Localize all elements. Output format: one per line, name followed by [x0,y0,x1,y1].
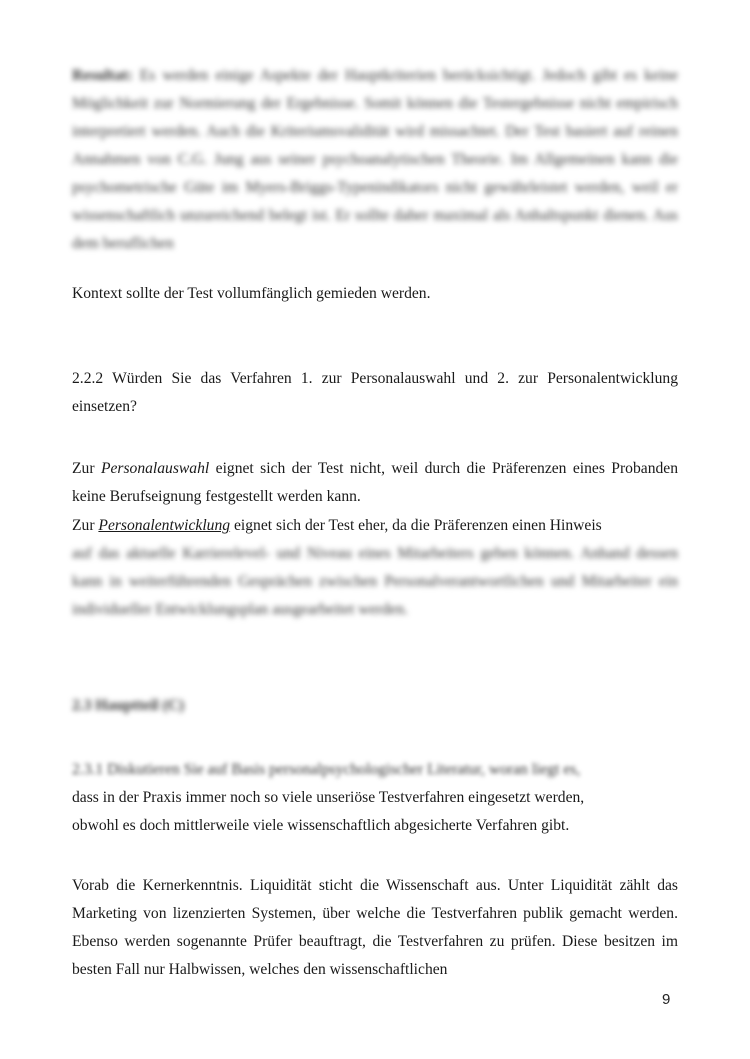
answer-personalauswahl: Zur Personalauswahl eignet sich der Test nicht, weil durch die Präferenzen eines Probanden keine Berufseignung festgestellt werden kann. [72,460,679,505]
resultat-visible-line: Kontext sollte der Test vollumfänglich gemieden werden. [72,285,431,302]
term-personalauswahl: Personalauswahl [100,460,210,477]
question-2-3-1-line3: obwohl es doch mittlerweile viele wissenschaftlich abgesicherte Verfahren gibt. [72,817,570,834]
page-number: 9 [662,991,671,1008]
resultat-paragraph-blurred [72,62,678,258]
term-personalentwicklung: Personalentwicklung [98,517,231,534]
section-heading-2-3: 2.3 Hauptteil (C) [72,697,185,714]
answer-personalentwicklung: Zur Personalentwicklung eignet sich der Test eher, da die Präferenzen einen Hinweis [72,517,602,534]
question-2-3-1-line2: dass in der Praxis immer noch so viele unseriöse Testverfahren eingesetzt werden, [72,789,585,806]
question-2-3-1-blurred: 2.3.1 Diskutieren Sie auf Basis personalpsychologischer Literatur, woran liegt es, [72,761,581,778]
resultat-label: Resultat: [72,67,133,84]
answer-2-2-2-blurred: auf das aktuelle Karrierelevel- und Niveau eines Mitarbeiters geben können. Anhand dessen kann in weiterführenden Gesprächen zwischen Personalverantwortlichen und Mitarbeiter ein individueller Entwicklungsplan ausgearbeitet werden. [72,545,678,618]
question-2-2-2: 2.2.2 Würden Sie das Verfahren 1. zur Personalauswahl und 2. zur Personalentwicklung einsetzen? [72,370,678,415]
answer-2-3-1: Vorab die Kernerkenntnis. Liquidität sticht die Wissenschaft aus. Unter Liquidität zählt das Marketing von lizenzierten Systemen, über welche die Testverfahren publik gemacht werden. Ebenso werden sogenannte Prüfer beauftragt, die Testverfahren zu prüfen. Diese besitzen im besten Fall nur Halbwissen, welches den wissenschaftlichen [72,877,678,978]
resultat-blurred-text: Es werden einige Aspekte der Hauptkriterien berücksichtigt. Jedoch gibt es keine Möglichkeit zur Normierung der Ergebnisse. Somit können die Testergebnisse nicht empirisch interpretiert werden. Auch die Kriteriumsvalidität wird missachtet. Der Test basiert auf reinen Annahmen von C.G. Jung aus seiner psychoanalytischen Theorie. Im Allgemeinen kann die psychometrische Güte im Myers-Briggs-Typenindikators nicht gewährleistet werden, weil er wissenschaftlich unzureichend belegt ist. Er sollte daher maximal als Anhaltspunkt dienen. Aus dem beruflichen [72,67,678,252]
